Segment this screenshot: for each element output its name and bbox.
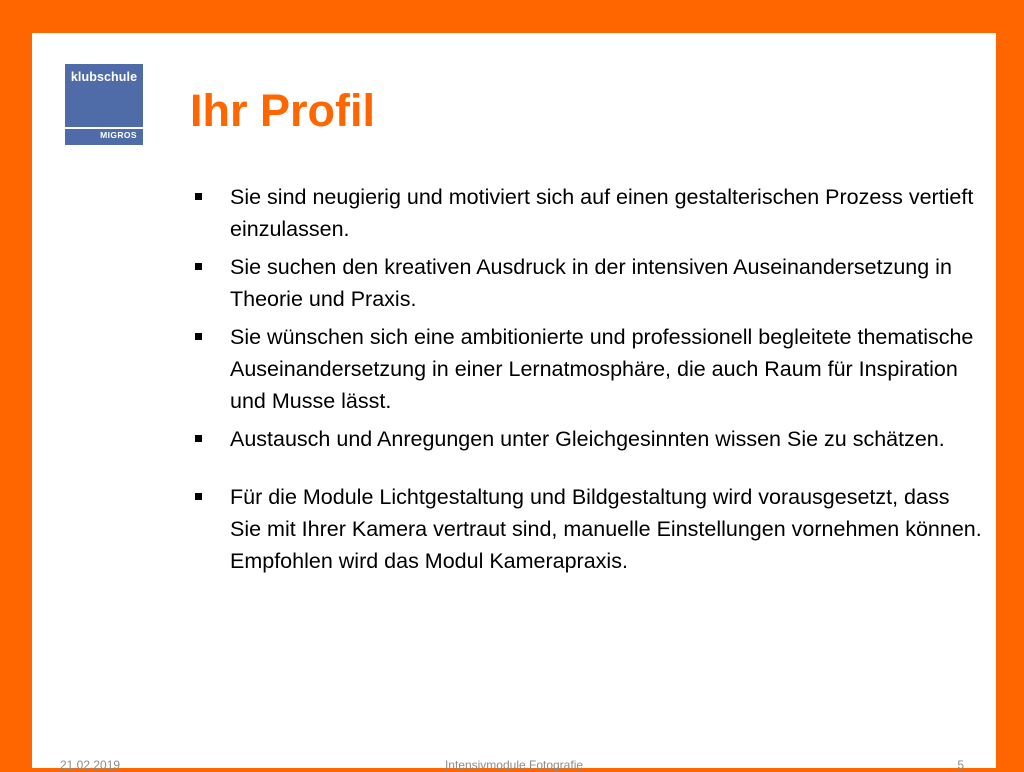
bullet-text: Sie sind neugierig und motiviert sich auf einen gestalterischen Prozess vertieft einzulassen. xyxy=(230,185,974,241)
square-bullet-icon xyxy=(195,263,202,270)
slide xyxy=(32,33,996,772)
square-bullet-icon xyxy=(195,333,202,340)
footer-date: 21.02.2019 xyxy=(60,758,121,772)
footer-title: Intensivmodule Fotografie xyxy=(444,758,584,772)
logo-divider xyxy=(65,127,143,129)
klubschule-migros-logo xyxy=(65,64,143,145)
bullet-item xyxy=(194,423,984,455)
square-bullet-icon xyxy=(195,493,202,500)
bullet-item xyxy=(194,181,984,245)
bullet-item xyxy=(194,321,984,417)
bullet-item xyxy=(194,251,984,315)
square-bullet-icon xyxy=(195,193,202,200)
footer-page-number: 5 xyxy=(957,758,964,772)
logo-top-text: klubschule xyxy=(70,70,138,84)
square-bullet-icon xyxy=(195,435,202,442)
bullet-text: Austausch und Anregungen unter Gleichgesinnten wissen Sie zu schätzen. xyxy=(230,427,945,451)
bullet-text: Sie wünschen sich eine ambitionierte und professionell begleitete thematische Auseinandersetzung in einer Lernatmosphäre, die auch Raum für Inspiration und Musse lässt. xyxy=(230,325,974,413)
bullet-text: Sie suchen den kreativen Ausdruck in der intensiven Auseinandersetzung in Theorie und Praxis. xyxy=(230,255,952,311)
bullet-text: Für die Module Lichtgestaltung und Bildgestaltung wird vorausgesetzt, dass Sie mit Ihrer Kamera vertraut sind, manuelle Einstellungen vornehmen können. Empfohlen wird das Modul Kamerapraxis. xyxy=(230,485,982,573)
bullet-item xyxy=(194,481,984,577)
bullet-list xyxy=(194,181,984,583)
logo-bottom-text: MIGROS xyxy=(100,130,137,140)
slide-title: Ihr Profil xyxy=(190,85,376,136)
